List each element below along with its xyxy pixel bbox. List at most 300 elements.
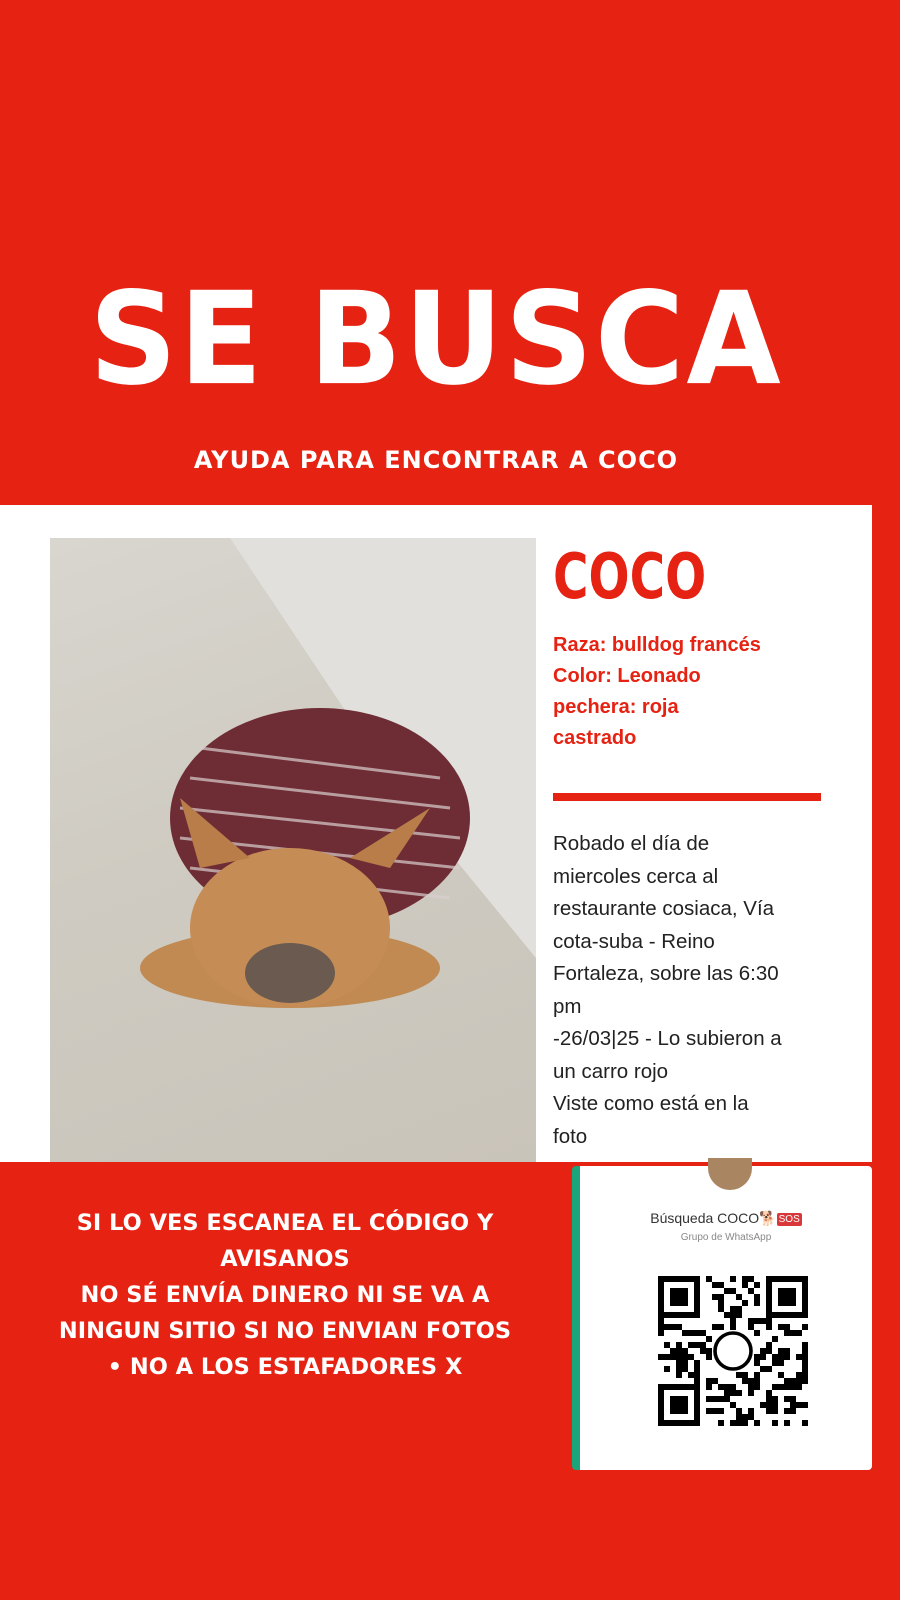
qr-module: [802, 1306, 808, 1312]
qr-module: [748, 1408, 754, 1414]
qr-module: [682, 1312, 688, 1318]
desc-line: un carro rojo: [553, 1059, 669, 1083]
qr-module: [718, 1324, 724, 1330]
qr-module: [676, 1384, 682, 1390]
qr-module: [802, 1300, 808, 1306]
qr-module: [730, 1324, 736, 1330]
qr-module: [712, 1294, 718, 1300]
qr-module: [670, 1384, 676, 1390]
qr-module: [658, 1288, 664, 1294]
desc-line: Fortaleza, sobre las 6:30: [553, 962, 779, 985]
qr-module: [718, 1282, 724, 1288]
qr-module: [712, 1282, 718, 1288]
qr-module: [766, 1306, 772, 1312]
qr-module: [700, 1330, 706, 1336]
qr-module: [718, 1408, 724, 1414]
qr-module: [694, 1300, 700, 1306]
qr-module: [688, 1330, 694, 1336]
qr-module: [730, 1276, 736, 1282]
qr-module: [670, 1312, 676, 1318]
qr-module: [802, 1366, 808, 1372]
qr-module: [766, 1312, 772, 1318]
qr-module: [694, 1396, 700, 1402]
qr-module: [724, 1288, 730, 1294]
qr-module: [682, 1384, 688, 1390]
qr-module: [802, 1342, 808, 1348]
qr-module: [778, 1372, 784, 1378]
qr-module: [694, 1306, 700, 1312]
qr-module: [736, 1390, 742, 1396]
qr-module: [670, 1420, 676, 1426]
qr-module: [748, 1276, 754, 1282]
cta-line: AVISANOS: [220, 1246, 350, 1272]
qr-module: [802, 1378, 808, 1384]
qr-module: [694, 1276, 700, 1282]
qr-module: [664, 1276, 670, 1282]
qr-module: [730, 1420, 736, 1426]
qr-module: [766, 1276, 772, 1282]
qr-module: [772, 1384, 778, 1390]
qr-module: [802, 1360, 808, 1366]
qr-module: [796, 1354, 802, 1360]
qr-module: [802, 1312, 808, 1318]
qr-module: [784, 1420, 790, 1426]
qr-module: [718, 1384, 724, 1390]
call-to-action: [20, 1205, 550, 1385]
qr-module: [676, 1288, 682, 1294]
qr-module: [742, 1276, 748, 1282]
qr-module: [736, 1408, 742, 1414]
qr-module: [766, 1348, 772, 1354]
qr-module: [688, 1354, 694, 1360]
qr-module: [670, 1348, 676, 1354]
qr-module: [742, 1414, 748, 1420]
qr-module: [754, 1420, 760, 1426]
qr-module: [784, 1396, 790, 1402]
qr-module: [778, 1384, 784, 1390]
qr-module: [658, 1282, 664, 1288]
qr-module: [718, 1300, 724, 1306]
qr-module: [658, 1390, 664, 1396]
qr-module: [766, 1390, 772, 1396]
qr-module: [796, 1312, 802, 1318]
qr-module: [724, 1312, 730, 1318]
group-name: [580, 1210, 872, 1227]
cta-line: NINGUN SITIO SI NO ENVIAN FOTOS: [58, 1318, 512, 1344]
qr-module: [766, 1402, 772, 1408]
qr-module: [670, 1300, 676, 1306]
qr-module: [766, 1294, 772, 1300]
qr-module: [694, 1408, 700, 1414]
qr-module: [676, 1276, 682, 1282]
qr-module: [688, 1342, 694, 1348]
cta-line: • NO A LOS ESTAFADORES X: [107, 1354, 463, 1380]
sos-icon: SOS: [778, 1213, 800, 1225]
qr-module: [706, 1276, 712, 1282]
qr-module: [772, 1402, 778, 1408]
qr-module: [658, 1324, 664, 1330]
qr-module: [658, 1354, 664, 1360]
fact-neutered: castrado: [553, 727, 637, 749]
qr-module: [712, 1396, 718, 1402]
qr-module: [682, 1354, 688, 1360]
qr-module: [676, 1402, 682, 1408]
qr-module: [730, 1312, 736, 1318]
whatsapp-icon: [715, 1333, 751, 1369]
qr-module: [658, 1318, 664, 1324]
qr-module: [802, 1288, 808, 1294]
qr-module: [778, 1300, 784, 1306]
qr-module: [670, 1276, 676, 1282]
qr-module: [682, 1300, 688, 1306]
qr-module: [688, 1276, 694, 1282]
qr-module: [682, 1288, 688, 1294]
qr-module: [676, 1324, 682, 1330]
desc-line: -26/03|25 - Lo subieron a: [553, 1027, 782, 1050]
qr-module: [742, 1378, 748, 1384]
qr-module: [754, 1372, 760, 1378]
qr-module: [682, 1402, 688, 1408]
qr-module: [658, 1384, 664, 1390]
qr-module: [700, 1348, 706, 1354]
divider: [553, 793, 821, 801]
qr-module: [658, 1396, 664, 1402]
qr-module: [778, 1312, 784, 1318]
qr-module: [760, 1354, 766, 1360]
qr-module: [748, 1390, 754, 1396]
qr-module: [772, 1408, 778, 1414]
qr-module: [658, 1330, 664, 1336]
qr-module: [664, 1384, 670, 1390]
qr-module: [778, 1288, 784, 1294]
qr-module: [784, 1294, 790, 1300]
qr-module: [676, 1420, 682, 1426]
qr-module: [658, 1402, 664, 1408]
qr-module: [724, 1396, 730, 1402]
qr-module: [790, 1384, 796, 1390]
qr-module: [766, 1324, 772, 1330]
qr-module: [712, 1408, 718, 1414]
qr-module: [730, 1288, 736, 1294]
qr-module: [802, 1348, 808, 1354]
qr-module: [790, 1378, 796, 1384]
qr-module: [736, 1372, 742, 1378]
qr-module: [784, 1348, 790, 1354]
qr-module: [682, 1294, 688, 1300]
qr-module: [766, 1282, 772, 1288]
qr-module: [760, 1348, 766, 1354]
qr-code[interactable]: [658, 1276, 808, 1426]
qr-module: [694, 1282, 700, 1288]
qr-module: [730, 1390, 736, 1396]
qr-module: [778, 1276, 784, 1282]
qr-module: [796, 1378, 802, 1384]
qr-module: [778, 1324, 784, 1330]
qr-module: [718, 1420, 724, 1426]
group-type: Grupo de WhatsApp: [680, 1232, 772, 1243]
qr-module: [688, 1420, 694, 1426]
qr-module: [790, 1330, 796, 1336]
qr-module: [694, 1420, 700, 1426]
qr-module: [706, 1384, 712, 1390]
qr-module: [802, 1294, 808, 1300]
desc-line: Viste como está en la: [553, 1092, 749, 1115]
qr-module: [784, 1330, 790, 1336]
qr-module: [784, 1312, 790, 1318]
qr-module: [688, 1312, 694, 1318]
qr-module: [706, 1348, 712, 1354]
qr-module: [658, 1276, 664, 1282]
qr-module: [790, 1276, 796, 1282]
qr-module: [766, 1318, 772, 1324]
qr-module: [694, 1366, 700, 1372]
qr-module: [694, 1390, 700, 1396]
qr-module: [670, 1354, 676, 1360]
qr-module: [676, 1354, 682, 1360]
qr-module: [670, 1288, 676, 1294]
qr-module: [748, 1378, 754, 1384]
qr-module: [754, 1354, 760, 1360]
qr-module: [748, 1324, 754, 1330]
fact-harness: pechera: roja: [553, 696, 679, 718]
qr-module: [718, 1306, 724, 1312]
qr-module: [796, 1276, 802, 1282]
qr-module: [742, 1372, 748, 1378]
qr-module: [784, 1288, 790, 1294]
qr-module: [688, 1372, 694, 1378]
qr-module: [688, 1384, 694, 1390]
qr-module: [664, 1342, 670, 1348]
qr-module: [724, 1384, 730, 1390]
qr-module: [754, 1318, 760, 1324]
qr-module: [772, 1276, 778, 1282]
qr-module: [664, 1312, 670, 1318]
qr-module: [790, 1396, 796, 1402]
qr-module: [766, 1288, 772, 1294]
qr-module: [664, 1366, 670, 1372]
qr-module: [706, 1378, 712, 1384]
qr-module: [700, 1342, 706, 1348]
qr-module: [802, 1324, 808, 1330]
qr-module: [670, 1402, 676, 1408]
qr-module: [754, 1282, 760, 1288]
qr-module: [682, 1348, 688, 1354]
cta-line: SI LO VES ESCANEA EL CÓDIGO Y: [76, 1210, 494, 1236]
dog-photo: [50, 538, 536, 1162]
qr-module: [796, 1384, 802, 1390]
dog-emoji-icon: 🐕: [759, 1210, 777, 1226]
qr-module: [682, 1360, 688, 1366]
qr-module: [664, 1354, 670, 1360]
desc-line: miercoles cerca al: [553, 864, 719, 888]
qr-module: [790, 1294, 796, 1300]
qr-module: [778, 1360, 784, 1366]
qr-module: [670, 1396, 676, 1402]
qr-module: [778, 1354, 784, 1360]
qr-module: [658, 1300, 664, 1306]
qr-module: [718, 1294, 724, 1300]
qr-module: [682, 1276, 688, 1282]
qr-module: [658, 1312, 664, 1318]
qr-module: [730, 1402, 736, 1408]
qr-module: [676, 1408, 682, 1414]
qr-module: [760, 1366, 766, 1372]
qr-module: [790, 1288, 796, 1294]
qr-module: [754, 1378, 760, 1384]
qr-module: [736, 1294, 742, 1300]
desc-line: cota-suba - Reino: [553, 929, 715, 953]
qr-module: [694, 1414, 700, 1420]
qr-module: [784, 1408, 790, 1414]
qr-module: [772, 1312, 778, 1318]
qr-module: [742, 1300, 748, 1306]
desc-line: restaurante cosiaca, Vía: [553, 897, 775, 920]
qr-module: [772, 1420, 778, 1426]
qr-module: [772, 1360, 778, 1366]
qr-module: [670, 1324, 676, 1330]
qr-module: [772, 1396, 778, 1402]
qr-module: [694, 1378, 700, 1384]
qr-module: [682, 1408, 688, 1414]
theft-description: [553, 828, 853, 1153]
qr-module: [790, 1402, 796, 1408]
cta-line: NO SÉ ENVÍA DINERO NI SE VA A: [80, 1282, 490, 1308]
group-avatar: [708, 1158, 752, 1190]
desc-line: pm: [553, 994, 582, 1018]
qr-module: [754, 1300, 760, 1306]
qr-module: [736, 1420, 742, 1426]
qr-module: [766, 1366, 772, 1372]
desc-line: Robado el día de: [553, 832, 710, 855]
qr-module: [784, 1354, 790, 1360]
qr-module: [694, 1402, 700, 1408]
qr-module: [658, 1294, 664, 1300]
qr-module: [790, 1300, 796, 1306]
poster-subtitle: AYUDA PARA ENCONTRAR A COCO: [193, 446, 679, 474]
qr-module: [676, 1300, 682, 1306]
qr-module: [694, 1342, 700, 1348]
group-name-text: Búsqueda COCO: [650, 1210, 760, 1226]
qr-module: [664, 1420, 670, 1426]
qr-module: [682, 1396, 688, 1402]
qr-module: [694, 1384, 700, 1390]
qr-module: [706, 1336, 712, 1342]
qr-module: [676, 1366, 682, 1372]
qr-module: [778, 1348, 784, 1354]
whatsapp-qr-card[interactable]: [572, 1166, 872, 1470]
qr-module: [730, 1384, 736, 1390]
qr-module: [706, 1408, 712, 1414]
qr-module: [802, 1354, 808, 1360]
qr-module: [802, 1276, 808, 1282]
qr-module: [754, 1360, 760, 1366]
qr-module: [754, 1294, 760, 1300]
pet-name: COCO: [553, 540, 707, 613]
qr-module: [682, 1330, 688, 1336]
qr-module: [670, 1408, 676, 1414]
qr-module: [706, 1354, 712, 1360]
qr-module: [784, 1384, 790, 1390]
fact-color: Color: Leonado: [553, 665, 701, 687]
qr-module: [784, 1300, 790, 1306]
qr-module: [784, 1378, 790, 1384]
qr-module: [784, 1276, 790, 1282]
qr-module: [754, 1384, 760, 1390]
qr-module: [766, 1342, 772, 1348]
qr-module: [742, 1420, 748, 1426]
qr-module: [658, 1420, 664, 1426]
qr-module: [736, 1312, 742, 1318]
qr-module: [676, 1312, 682, 1318]
qr-module: [802, 1420, 808, 1426]
qr-module: [682, 1420, 688, 1426]
qr-module: [796, 1372, 802, 1378]
qr-module: [766, 1300, 772, 1306]
qr-module: [724, 1390, 730, 1396]
qr-module: [790, 1408, 796, 1414]
qr-module: [784, 1324, 790, 1330]
qr-module: [796, 1330, 802, 1336]
qr-module: [682, 1366, 688, 1372]
qr-module: [772, 1336, 778, 1342]
qr-module: [658, 1408, 664, 1414]
qr-module: [694, 1360, 700, 1366]
qr-module: [718, 1396, 724, 1402]
qr-module: [760, 1402, 766, 1408]
qr-module: [802, 1282, 808, 1288]
qr-module: [736, 1414, 742, 1420]
qr-module: [760, 1318, 766, 1324]
qr-module: [676, 1372, 682, 1378]
qr-module: [670, 1294, 676, 1300]
qr-module: [676, 1294, 682, 1300]
qr-module: [706, 1396, 712, 1402]
qr-module: [796, 1402, 802, 1408]
qr-module: [676, 1348, 682, 1354]
qr-module: [754, 1330, 760, 1336]
dog-illustration: [140, 668, 470, 1028]
qr-module: [802, 1402, 808, 1408]
qr-module: [730, 1318, 736, 1324]
poster-title: SE BUSCA: [89, 264, 783, 414]
qr-module: [766, 1408, 772, 1414]
fact-breed: Raza: bulldog francés: [553, 634, 761, 656]
qr-module: [736, 1306, 742, 1312]
qr-module: [694, 1372, 700, 1378]
qr-module: [694, 1288, 700, 1294]
qr-module: [676, 1396, 682, 1402]
qr-module: [658, 1414, 664, 1420]
qr-module: [742, 1282, 748, 1288]
qr-module: [778, 1294, 784, 1300]
qr-module: [748, 1318, 754, 1324]
qr-module: [748, 1384, 754, 1390]
qr-module: [658, 1306, 664, 1312]
qr-module: [694, 1312, 700, 1318]
qr-module: [790, 1312, 796, 1318]
qr-module: [664, 1324, 670, 1330]
qr-module: [748, 1414, 754, 1420]
qr-module: [772, 1354, 778, 1360]
qr-module: [748, 1288, 754, 1294]
desc-line: foto: [553, 1124, 588, 1148]
qr-module: [676, 1360, 682, 1366]
qr-module: [730, 1306, 736, 1312]
qr-module: [766, 1396, 772, 1402]
qr-module: [694, 1330, 700, 1336]
qr-module: [712, 1324, 718, 1330]
qr-module: [694, 1294, 700, 1300]
